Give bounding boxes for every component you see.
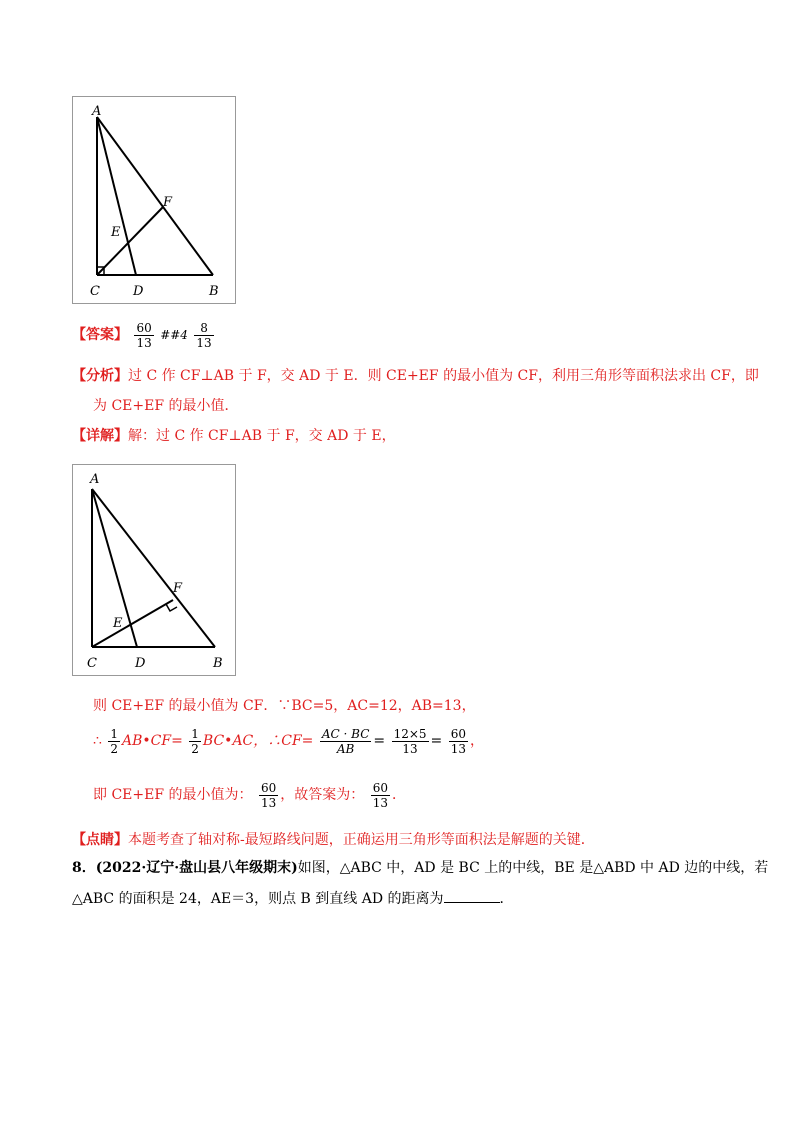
label-F: F xyxy=(173,581,183,596)
answer-is-text: ，故答案为： xyxy=(280,787,365,803)
area-expression-1: AB•CF= xyxy=(122,733,183,749)
fraction-denominator: 2 xyxy=(191,741,199,756)
equals-sign: = xyxy=(430,733,443,749)
fraction-numerator: 1 xyxy=(110,726,119,741)
solution-line-1 xyxy=(93,696,476,716)
fraction-denominator: 13 xyxy=(260,795,277,810)
label-C: C xyxy=(90,284,100,299)
fraction-numerator: AC · BC xyxy=(321,726,370,741)
label-B: B xyxy=(213,656,223,671)
figure-2 xyxy=(72,464,236,676)
solution-line-3 xyxy=(93,776,406,814)
comment-line xyxy=(72,830,595,850)
cf-fraction-1 xyxy=(320,727,372,756)
problem-source: (2022·辽宁·盘山县八年级期末) xyxy=(95,860,298,876)
answer-fraction-2 xyxy=(194,321,213,350)
fraction-denominator: AB xyxy=(336,741,355,756)
fraction-numerator: 60 xyxy=(136,320,152,335)
detail-text: 解：过 C 作 CF⊥AB 于 F，交 AD 于 E， xyxy=(128,428,396,444)
fraction-numerator: 60 xyxy=(450,726,467,741)
answer-is-fraction xyxy=(371,781,390,810)
answer-fraction-1 xyxy=(134,321,153,350)
analysis-tag: 【分析】 xyxy=(72,368,128,384)
solution-line-2 xyxy=(93,722,484,760)
label-F: F xyxy=(163,195,173,210)
half-fraction-2 xyxy=(189,727,201,756)
analysis-text-2: 为 CE+EF 的最小值． xyxy=(93,398,239,414)
problem-text-1: 如图，△ABC 中，AD 是 BC 上的中线，BE 是△ABD 中 AD 边的中线，若 xyxy=(297,860,769,876)
problem-text-2: △ABC 的面积是 24，AE＝3，则点 B 到直线 AD 的距离为 xyxy=(72,891,444,907)
triangle-diagram-1 xyxy=(73,97,235,303)
area-expression-2: BC•AC，∴CF= xyxy=(202,733,314,749)
label-B: B xyxy=(209,284,219,299)
cf-fraction-3 xyxy=(449,727,468,756)
therefore-symbol: ∴ xyxy=(93,733,102,749)
analysis-line-1 xyxy=(72,366,759,386)
label-A: A xyxy=(90,472,100,487)
problem-number: 8． xyxy=(72,860,96,876)
figure-1 xyxy=(72,96,236,304)
fraction-denominator: 13 xyxy=(402,741,418,756)
label-E: E xyxy=(111,225,121,240)
fraction-denominator: 13 xyxy=(372,795,388,810)
fraction-denominator: 13 xyxy=(450,741,467,756)
label-A: A xyxy=(92,104,102,119)
problem-8-line-2 xyxy=(72,888,514,909)
label-C: C xyxy=(87,656,97,671)
answer-tag: 【答案】 xyxy=(72,327,128,343)
fraction-denominator: 13 xyxy=(196,335,212,350)
cf-fraction-2 xyxy=(392,727,429,756)
label-D: D xyxy=(135,656,146,671)
half-fraction xyxy=(108,727,120,756)
fraction-numerator: 60 xyxy=(372,780,388,795)
min-value-text: 即 CE+EF 的最小值为： xyxy=(93,787,253,803)
fraction-numerator: 12×5 xyxy=(393,726,427,741)
problem-8-line-1 xyxy=(72,858,768,878)
solution-text-1: 则 CE+EF 的最小值为 CF．∵BC=5，AC=12，AB=13， xyxy=(93,698,476,714)
label-D: D xyxy=(133,284,144,299)
comma: ， xyxy=(470,733,485,749)
analysis-text-1: 过 C 作 CF⊥AB 于 F，交 AD 于 E．则 CE+EF 的最小值为 CF，利用三角形等面积法求出 CF，即 xyxy=(128,368,759,384)
fraction-numerator: 60 xyxy=(260,780,277,795)
fraction-numerator: 8 xyxy=(194,321,213,336)
label-E: E xyxy=(113,616,123,631)
detail-line xyxy=(72,426,396,446)
answer-separator: ##4 xyxy=(160,328,188,342)
fraction-denominator: 2 xyxy=(110,741,119,756)
period: ． xyxy=(391,787,406,803)
analysis-line-2 xyxy=(93,396,239,416)
answer-line xyxy=(72,318,216,352)
equals-sign: = xyxy=(373,733,386,749)
min-value-fraction xyxy=(259,781,278,810)
triangle-diagram-2 xyxy=(73,465,235,675)
fraction-denominator: 13 xyxy=(136,335,152,350)
detail-tag: 【详解】 xyxy=(72,428,128,444)
fraction-numerator: 1 xyxy=(191,726,199,741)
comment-text: 本题考查了轴对称-最短路线问题，正确运用三角形等面积法是解题的关键． xyxy=(128,832,595,848)
answer-blank[interactable] xyxy=(444,888,500,903)
period: ． xyxy=(499,891,514,907)
comment-tag: 【点睛】 xyxy=(72,832,128,848)
